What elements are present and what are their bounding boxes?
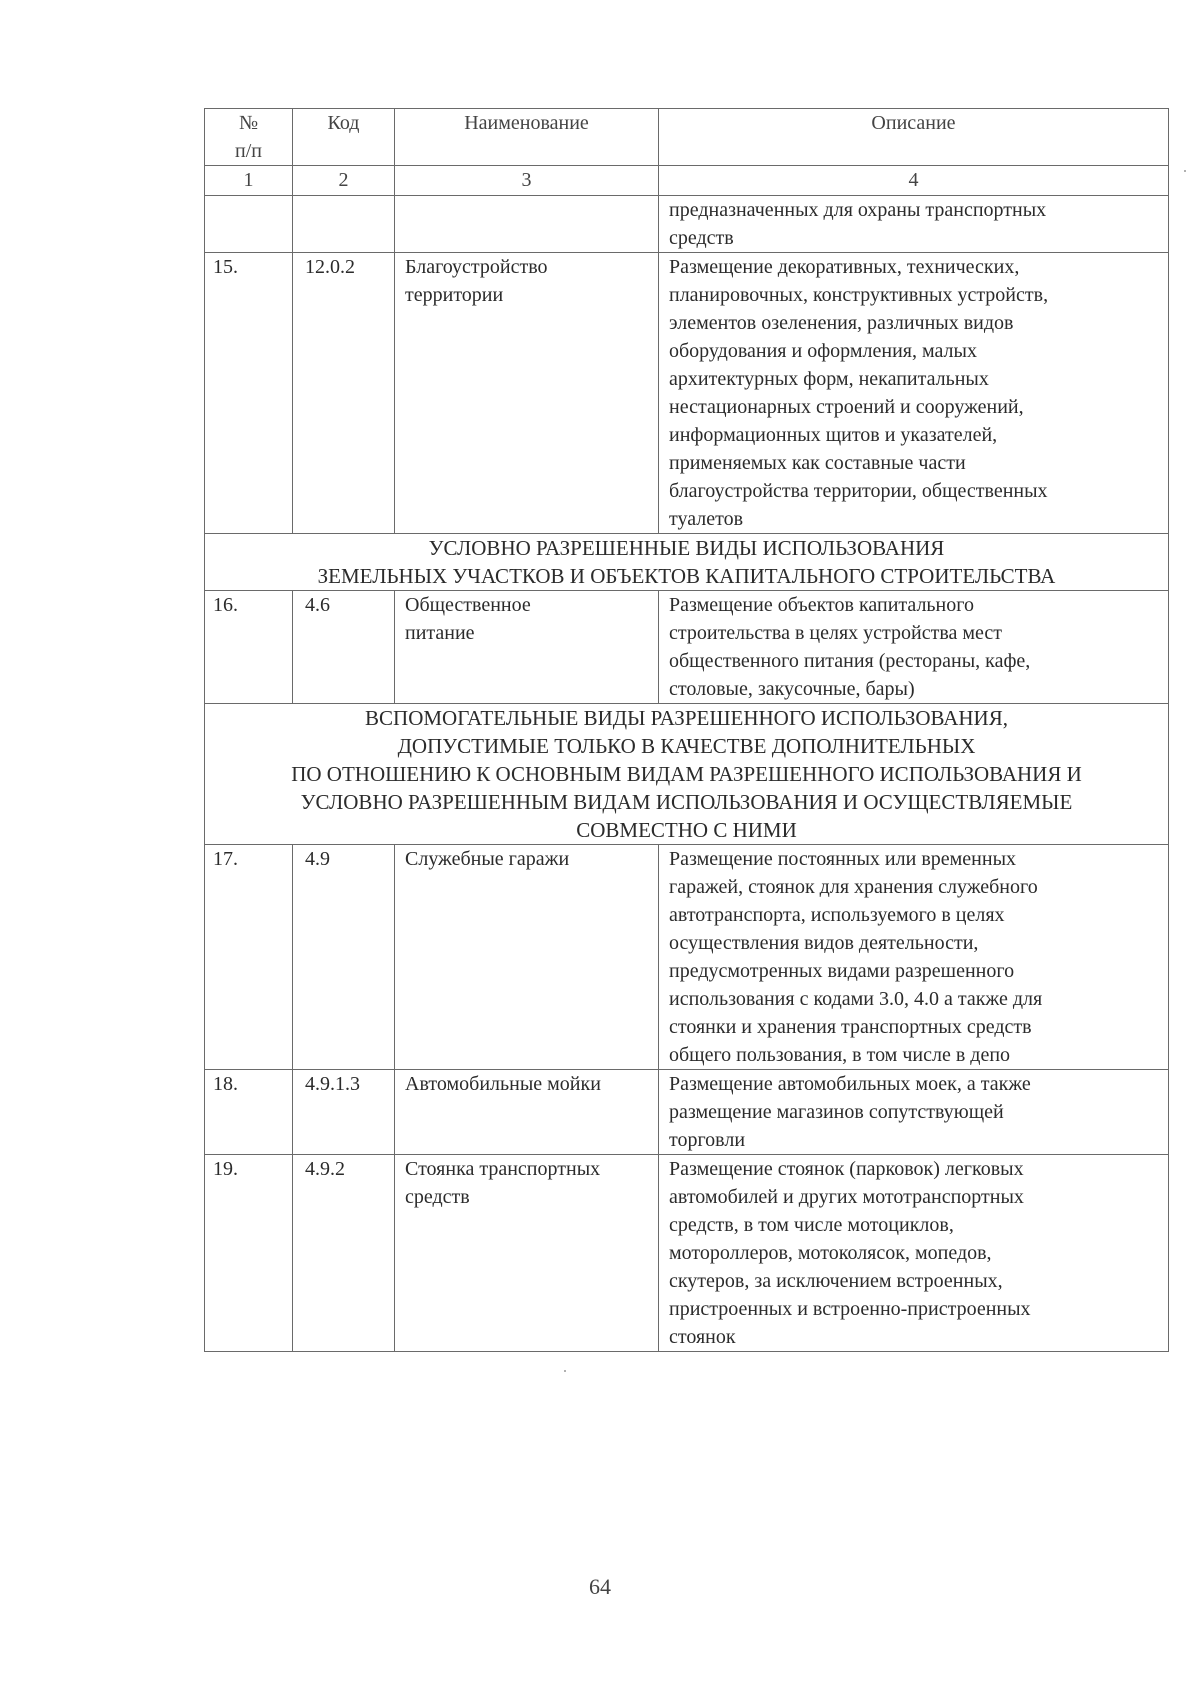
row-code: 4.9.2 xyxy=(293,1155,395,1352)
text-line: средств xyxy=(405,1186,470,1208)
table-row xyxy=(205,1070,1169,1155)
row-code: 4.9.1.3 xyxy=(293,1070,395,1155)
row-name xyxy=(395,1155,659,1352)
section-heading xyxy=(205,704,1169,845)
text-line: элементов озеленения, различных видов xyxy=(669,312,1014,334)
header-code: Код xyxy=(293,109,395,166)
text-line: архитектурных форм, некапитальных xyxy=(669,368,989,390)
text-line: общего пользования, в том числе в депо xyxy=(669,1044,1011,1066)
table-row xyxy=(205,196,1169,253)
row-number: 16. xyxy=(205,591,293,704)
table-row xyxy=(205,253,1169,534)
text-line: УСЛОВНО РАЗРЕШЕННЫЕ ВИДЫ ИСПОЛЬЗОВАНИЯ xyxy=(428,536,945,560)
text-line: предназначенных для охраны транспортных xyxy=(669,199,1047,221)
text-line: благоустройства территории, общественных xyxy=(669,480,1048,502)
text-line: применяемых как составные части xyxy=(669,452,966,474)
row-code xyxy=(293,196,395,253)
header-number: № п/п xyxy=(205,109,293,166)
text-line: ПО ОТНОШЕНИЮ К ОСНОВНЫМ ВИДАМ РАЗРЕШЕННОГО ИСПОЛЬЗОВАНИЯ И xyxy=(291,762,1082,786)
row-code: 12.0.2 xyxy=(293,253,395,534)
row-number: 15. xyxy=(205,253,293,534)
text-line: Автомобильные мойки xyxy=(405,1073,601,1095)
column-number-row xyxy=(205,166,1169,196)
text-line: стоянки и хранения транспортных средств xyxy=(669,1016,1032,1038)
section-heading xyxy=(205,534,1169,591)
text-line: гаражей, стоянок для хранения служебного xyxy=(669,876,1038,898)
text-line: строительства в целях устройства мест xyxy=(669,622,1003,644)
text-line: Служебные гаражи xyxy=(405,848,570,870)
text-line: общественного питания (рестораны, кафе, xyxy=(669,650,1031,672)
row-name xyxy=(395,1070,659,1155)
row-number: 19. xyxy=(205,1155,293,1352)
text-line: Размещение декоративных, технических, xyxy=(669,256,1020,278)
text-line: Благоустройство xyxy=(405,256,548,278)
text-line: ДОПУСТИМЫЕ ТОЛЬКО В КАЧЕСТВЕ ДОПОЛНИТЕЛЬНЫХ xyxy=(397,734,976,758)
land-use-table xyxy=(204,108,1169,1352)
text-line: питание xyxy=(405,622,475,644)
text-line: планировочных, конструктивных устройств, xyxy=(669,284,1049,306)
text-line: средств, в том числе мотоциклов, xyxy=(669,1214,954,1236)
row-code: 4.6 xyxy=(293,591,395,704)
scan-speck xyxy=(1184,170,1186,172)
text-line: нестационарных строений и сооружений, xyxy=(669,396,1024,418)
text-line: ЗЕМЕЛЬНЫХ УЧАСТКОВ И ОБЪЕКТОВ КАПИТАЛЬНОГО СТРОИТЕЛЬСТВА xyxy=(317,564,1056,588)
text-line: Размещение объектов капитального xyxy=(669,594,974,616)
text-line: осуществления видов деятельности, xyxy=(669,932,979,954)
table-row xyxy=(205,845,1169,1070)
text-line: автотранспорта, используемого в целях xyxy=(669,904,1005,926)
row-number xyxy=(205,196,293,253)
scan-speck xyxy=(564,1370,566,1372)
row-description xyxy=(659,845,1169,1070)
header-description: Описание xyxy=(659,109,1169,166)
text-line: средств xyxy=(669,227,734,249)
text-line: столовые, закусочные, бары) xyxy=(669,678,915,700)
column-number: 2 xyxy=(293,166,395,196)
text-line: оборудования и оформления, малых xyxy=(669,340,977,362)
text-line: территории xyxy=(405,284,504,306)
row-name xyxy=(395,196,659,253)
row-number: 18. xyxy=(205,1070,293,1155)
row-description xyxy=(659,196,1169,253)
text-line: Общественное xyxy=(405,594,531,616)
text-line: Размещение постоянных или временных xyxy=(669,848,1017,870)
row-number: 17. xyxy=(205,845,293,1070)
row-description xyxy=(659,1070,1169,1155)
row-name xyxy=(395,591,659,704)
text-line: Размещение автомобильных моек, а также xyxy=(669,1073,1031,1095)
text-line: стоянок xyxy=(669,1326,736,1348)
text-line: размещение магазинов сопутствующей xyxy=(669,1101,1004,1123)
text-line: информационных щитов и указателей, xyxy=(669,424,998,446)
column-number: 1 xyxy=(205,166,293,196)
page-number: 64 xyxy=(589,1574,611,1599)
text-line: СОВМЕСТНО С НИМИ xyxy=(576,818,797,842)
row-description xyxy=(659,591,1169,704)
row-description xyxy=(659,253,1169,534)
text-line: УСЛОВНО РАЗРЕШЕННЫМ ВИДАМ ИСПОЛЬЗОВАНИЯ И ОСУЩЕСТВЛЯЕМЫЕ xyxy=(300,790,1073,814)
section-conditional-uses xyxy=(205,534,1169,591)
text-line: Размещение стоянок (парковок) легковых xyxy=(669,1158,1024,1180)
row-description xyxy=(659,1155,1169,1352)
column-number: 3 xyxy=(395,166,659,196)
text-line: мотороллеров, мотоколясок, мопедов, xyxy=(669,1242,992,1264)
text-line: использования с кодами 3.0, 4.0 а также для xyxy=(669,988,1043,1010)
text-line: туалетов xyxy=(669,508,744,530)
text-line: торговли xyxy=(669,1129,746,1151)
table-header-row xyxy=(205,109,1169,166)
row-code: 4.9 xyxy=(293,845,395,1070)
column-number: 4 xyxy=(659,166,1169,196)
text-line: Стоянка транспортных xyxy=(405,1158,601,1180)
table-row xyxy=(205,591,1169,704)
text-line: предусмотренных видами разрешенного xyxy=(669,960,1015,982)
header-name: Наименование xyxy=(395,109,659,166)
text-line: скутеров, за исключением встроенных, xyxy=(669,1270,1003,1292)
text-line: ВСПОМОГАТЕЛЬНЫЕ ВИДЫ РАЗРЕШЕННОГО ИСПОЛЬЗОВАНИЯ, xyxy=(365,706,1008,730)
row-name xyxy=(395,253,659,534)
section-auxiliary-uses xyxy=(205,704,1169,845)
table-row xyxy=(205,1155,1169,1352)
text-line: пристроенных и встроенно-пристроенных xyxy=(669,1298,1031,1320)
row-name xyxy=(395,845,659,1070)
text-line: автомобилей и других мототранспортных xyxy=(669,1186,1024,1208)
